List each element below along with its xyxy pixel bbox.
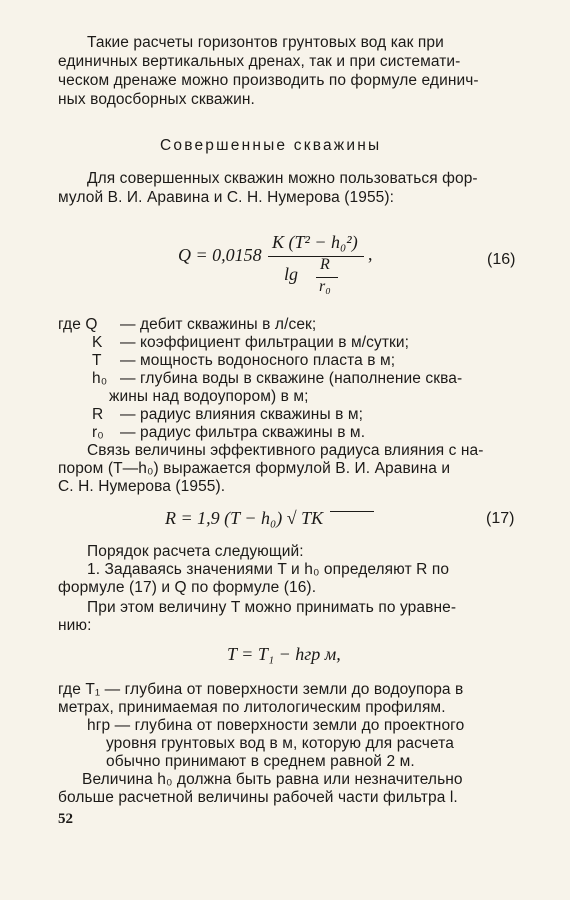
legend-text-Q: — дебит скважины в л/сек; xyxy=(120,316,317,333)
para3-line-1: Порядок расчета следующий: xyxy=(87,543,304,560)
legend-sym-Q: где Q xyxy=(58,316,98,333)
intro-line-3: ческом дренаже можно производить по формуле единич- xyxy=(58,72,479,89)
legend-sym-r0: r₀ xyxy=(92,424,104,441)
para3-line-5: нию: xyxy=(58,617,92,634)
eq16-tail: , xyxy=(368,244,373,264)
eq16-fraction-bar xyxy=(268,256,364,257)
legend-text-r0: — радиус фильтра скважины в м. xyxy=(120,424,366,441)
para3-line-4: При этом величину T можно принимать по уравне- xyxy=(87,599,457,616)
eq17-number: (17) xyxy=(486,510,515,527)
eq18-body: T = T₁ − hгр м, xyxy=(227,644,341,664)
intro-line-1: Такие расчеты горизонтов грунтовых вод как при xyxy=(87,34,444,51)
legend-sym-K: K xyxy=(92,334,103,351)
para4-line-6: Величина h₀ должна быть равна или незначительно xyxy=(82,771,463,788)
para3-line-2: 1. Задаваясь значениями T и h₀ определяют R по xyxy=(87,561,450,578)
intro-line-2: единичных вертикальных дренах, так и при системати- xyxy=(58,53,461,70)
para1-line-2: мулой В. И. Аравина и С. Н. Нумерова (1955): xyxy=(58,189,395,206)
para4-line-1: где T₁ — глубина от поверхности земли до водоупора в xyxy=(58,681,464,698)
eq17-radical-bar xyxy=(330,511,374,512)
para4-line-5: обычно принимают в среднем равной 2 м. xyxy=(106,753,415,770)
eq16-fraction xyxy=(266,228,366,298)
legend-text-R: — радиус влияния скважины в м; xyxy=(120,406,364,423)
para2-line-1: Связь величины эффективного радиуса влияния с на- xyxy=(87,442,484,459)
legend-sym-h0: h₀ xyxy=(92,370,108,387)
legend-sym-R: R xyxy=(92,406,104,423)
para4-line-3: hгр — глубина от поверхности земли до проектного xyxy=(87,717,465,734)
legend-sym-T: T xyxy=(92,352,102,369)
para2-line-2: пором (T—h₀) выражается формулой В. И. Аравина и xyxy=(58,460,451,477)
legend-text-h0: — глубина воды в скважине (наполнение сква- xyxy=(120,370,463,387)
eq16-numerator: K (T² − h₀²) xyxy=(272,232,358,252)
intro-line-4: ных водосборных скважин. xyxy=(58,91,255,108)
para4-line-4: уровня грунтовых вод в м, которую для расчета xyxy=(106,735,454,752)
eq16-den-r0: r₀ xyxy=(319,278,331,295)
para1-line-1: Для совершенных скважин можно пользоваться фор- xyxy=(87,170,478,187)
para2-line-3: С. Н. Нумерова (1955). xyxy=(58,478,226,495)
section-title: Совершенные скважины xyxy=(160,137,382,154)
para4-line-2: метрах, принимаемая по литологическим профилям. xyxy=(58,699,446,716)
page-number: 52 xyxy=(58,811,73,827)
para3-line-3: формуле (17) и Q по формуле (16). xyxy=(58,579,317,596)
legend-text-K: — коэффициент фильтрации в м/сутки; xyxy=(120,334,410,351)
legend-text-h0-cont: жины над водоупором) в м; xyxy=(109,388,309,405)
eq16-den-lg: lg xyxy=(284,264,299,284)
eq16-number: (16) xyxy=(487,251,516,268)
eq17-body: R = 1,9 (T − h₀) √ TK xyxy=(165,508,324,528)
para4-line-7: больше расчетной величины рабочей части фильтра l. xyxy=(58,789,458,806)
eq16-lhs: Q = 0,0158 xyxy=(178,245,262,265)
legend-text-T: — мощность водоносного пласта в м; xyxy=(120,352,396,369)
eq16-den-R: R xyxy=(320,256,330,273)
